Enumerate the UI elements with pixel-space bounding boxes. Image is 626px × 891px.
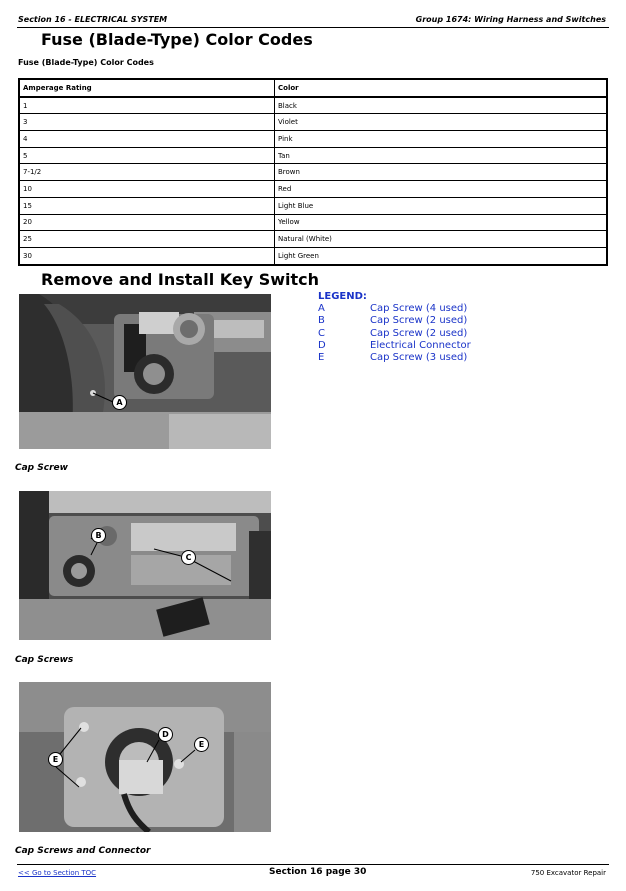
amperage-cell: 7-1/2 — [19, 164, 275, 181]
group-header: Group 1674: Wiring Harness and Switches — [415, 15, 606, 24]
callout-e: E — [48, 752, 63, 767]
callout-d: D — [158, 727, 173, 742]
legend-text: Cap Screw (2 used) — [370, 315, 468, 327]
legend-key: D — [318, 339, 326, 351]
color-cell: Light Blue — [275, 197, 608, 214]
amperage-cell: 1 — [19, 97, 275, 114]
toc-link[interactable]: << Go to Section TOC — [18, 869, 97, 877]
legend-item — [318, 315, 471, 327]
legend-key: A — [318, 303, 325, 315]
column-header-amperage: Amperage Rating — [19, 79, 275, 97]
amperage-cell: 20 — [19, 214, 275, 231]
key-switch-section-title: Remove and Install Key Switch — [41, 270, 320, 289]
legend-title: LEGEND: — [318, 291, 367, 302]
amperage-cell: 15 — [19, 197, 275, 214]
fuse-color-table — [18, 78, 608, 266]
legend-key: E — [318, 352, 325, 364]
color-cell: Violet — [275, 114, 608, 131]
footer-divider — [17, 864, 609, 865]
table-row — [19, 181, 607, 198]
amperage-cell: 30 — [19, 247, 275, 264]
table-row — [19, 247, 607, 264]
amperage-cell: 3 — [19, 114, 275, 131]
cap-screw-photo — [19, 294, 271, 449]
legend-text: Electrical Connector — [370, 339, 471, 351]
legend-item — [318, 340, 471, 352]
page-number: Section 16 page 30 — [269, 867, 367, 877]
legend-text: Cap Screw (2 used) — [370, 327, 468, 339]
callout-e: E — [194, 737, 209, 752]
callout-b: B — [91, 528, 106, 543]
table-header-row — [19, 79, 607, 97]
table-row — [19, 114, 607, 131]
legend-key: B — [318, 315, 325, 327]
table-row — [19, 214, 607, 231]
header-divider — [17, 27, 609, 28]
color-cell: Pink — [275, 131, 608, 148]
callout-c: C — [181, 550, 196, 565]
amperage-cell: 10 — [19, 181, 275, 198]
column-header-color: Color — [275, 79, 608, 97]
table-row — [19, 231, 607, 248]
section-header: Section 16 - ELECTRICAL SYSTEM — [18, 15, 168, 24]
table-row — [19, 197, 607, 214]
table-row — [19, 131, 607, 148]
callout-a: A — [112, 395, 127, 410]
legend-key: C — [318, 327, 325, 339]
color-cell: Red — [275, 181, 608, 198]
figure-caption-cap-screws-connector: Cap Screws and Connector — [15, 846, 151, 856]
color-cell: Tan — [275, 147, 608, 164]
table-row — [19, 97, 607, 114]
fuse-table-caption: Fuse (Blade-Type) Color Codes — [18, 58, 154, 67]
color-cell: Light Green — [275, 247, 608, 264]
color-cell: Yellow — [275, 214, 608, 231]
legend — [318, 291, 471, 364]
amperage-cell: 5 — [19, 147, 275, 164]
legend-text: Cap Screw (3 used) — [370, 352, 468, 364]
table-row — [19, 164, 607, 181]
figure-caption-cap-screws: Cap Screws — [15, 655, 74, 665]
legend-text: Cap Screw (4 used) — [370, 303, 468, 315]
color-cell: Black — [275, 97, 608, 114]
cap-screws-photo — [19, 491, 271, 640]
amperage-cell: 4 — [19, 131, 275, 148]
amperage-cell: 25 — [19, 231, 275, 248]
cap-screws-connector-photo — [19, 682, 271, 832]
figure-caption-cap-screw: Cap Screw — [15, 463, 68, 473]
table-row — [19, 147, 607, 164]
console-panel-illustration — [19, 491, 271, 640]
cab-console-illustration — [19, 294, 271, 449]
color-cell: Brown — [275, 164, 608, 181]
fuse-section-title: Fuse (Blade-Type) Color Codes — [41, 30, 313, 49]
color-cell: Natural (White) — [275, 231, 608, 248]
legend-item — [318, 328, 471, 340]
legend-item — [318, 352, 471, 364]
document-title: 750 Excavator Repair — [530, 869, 606, 877]
legend-item — [318, 303, 471, 315]
